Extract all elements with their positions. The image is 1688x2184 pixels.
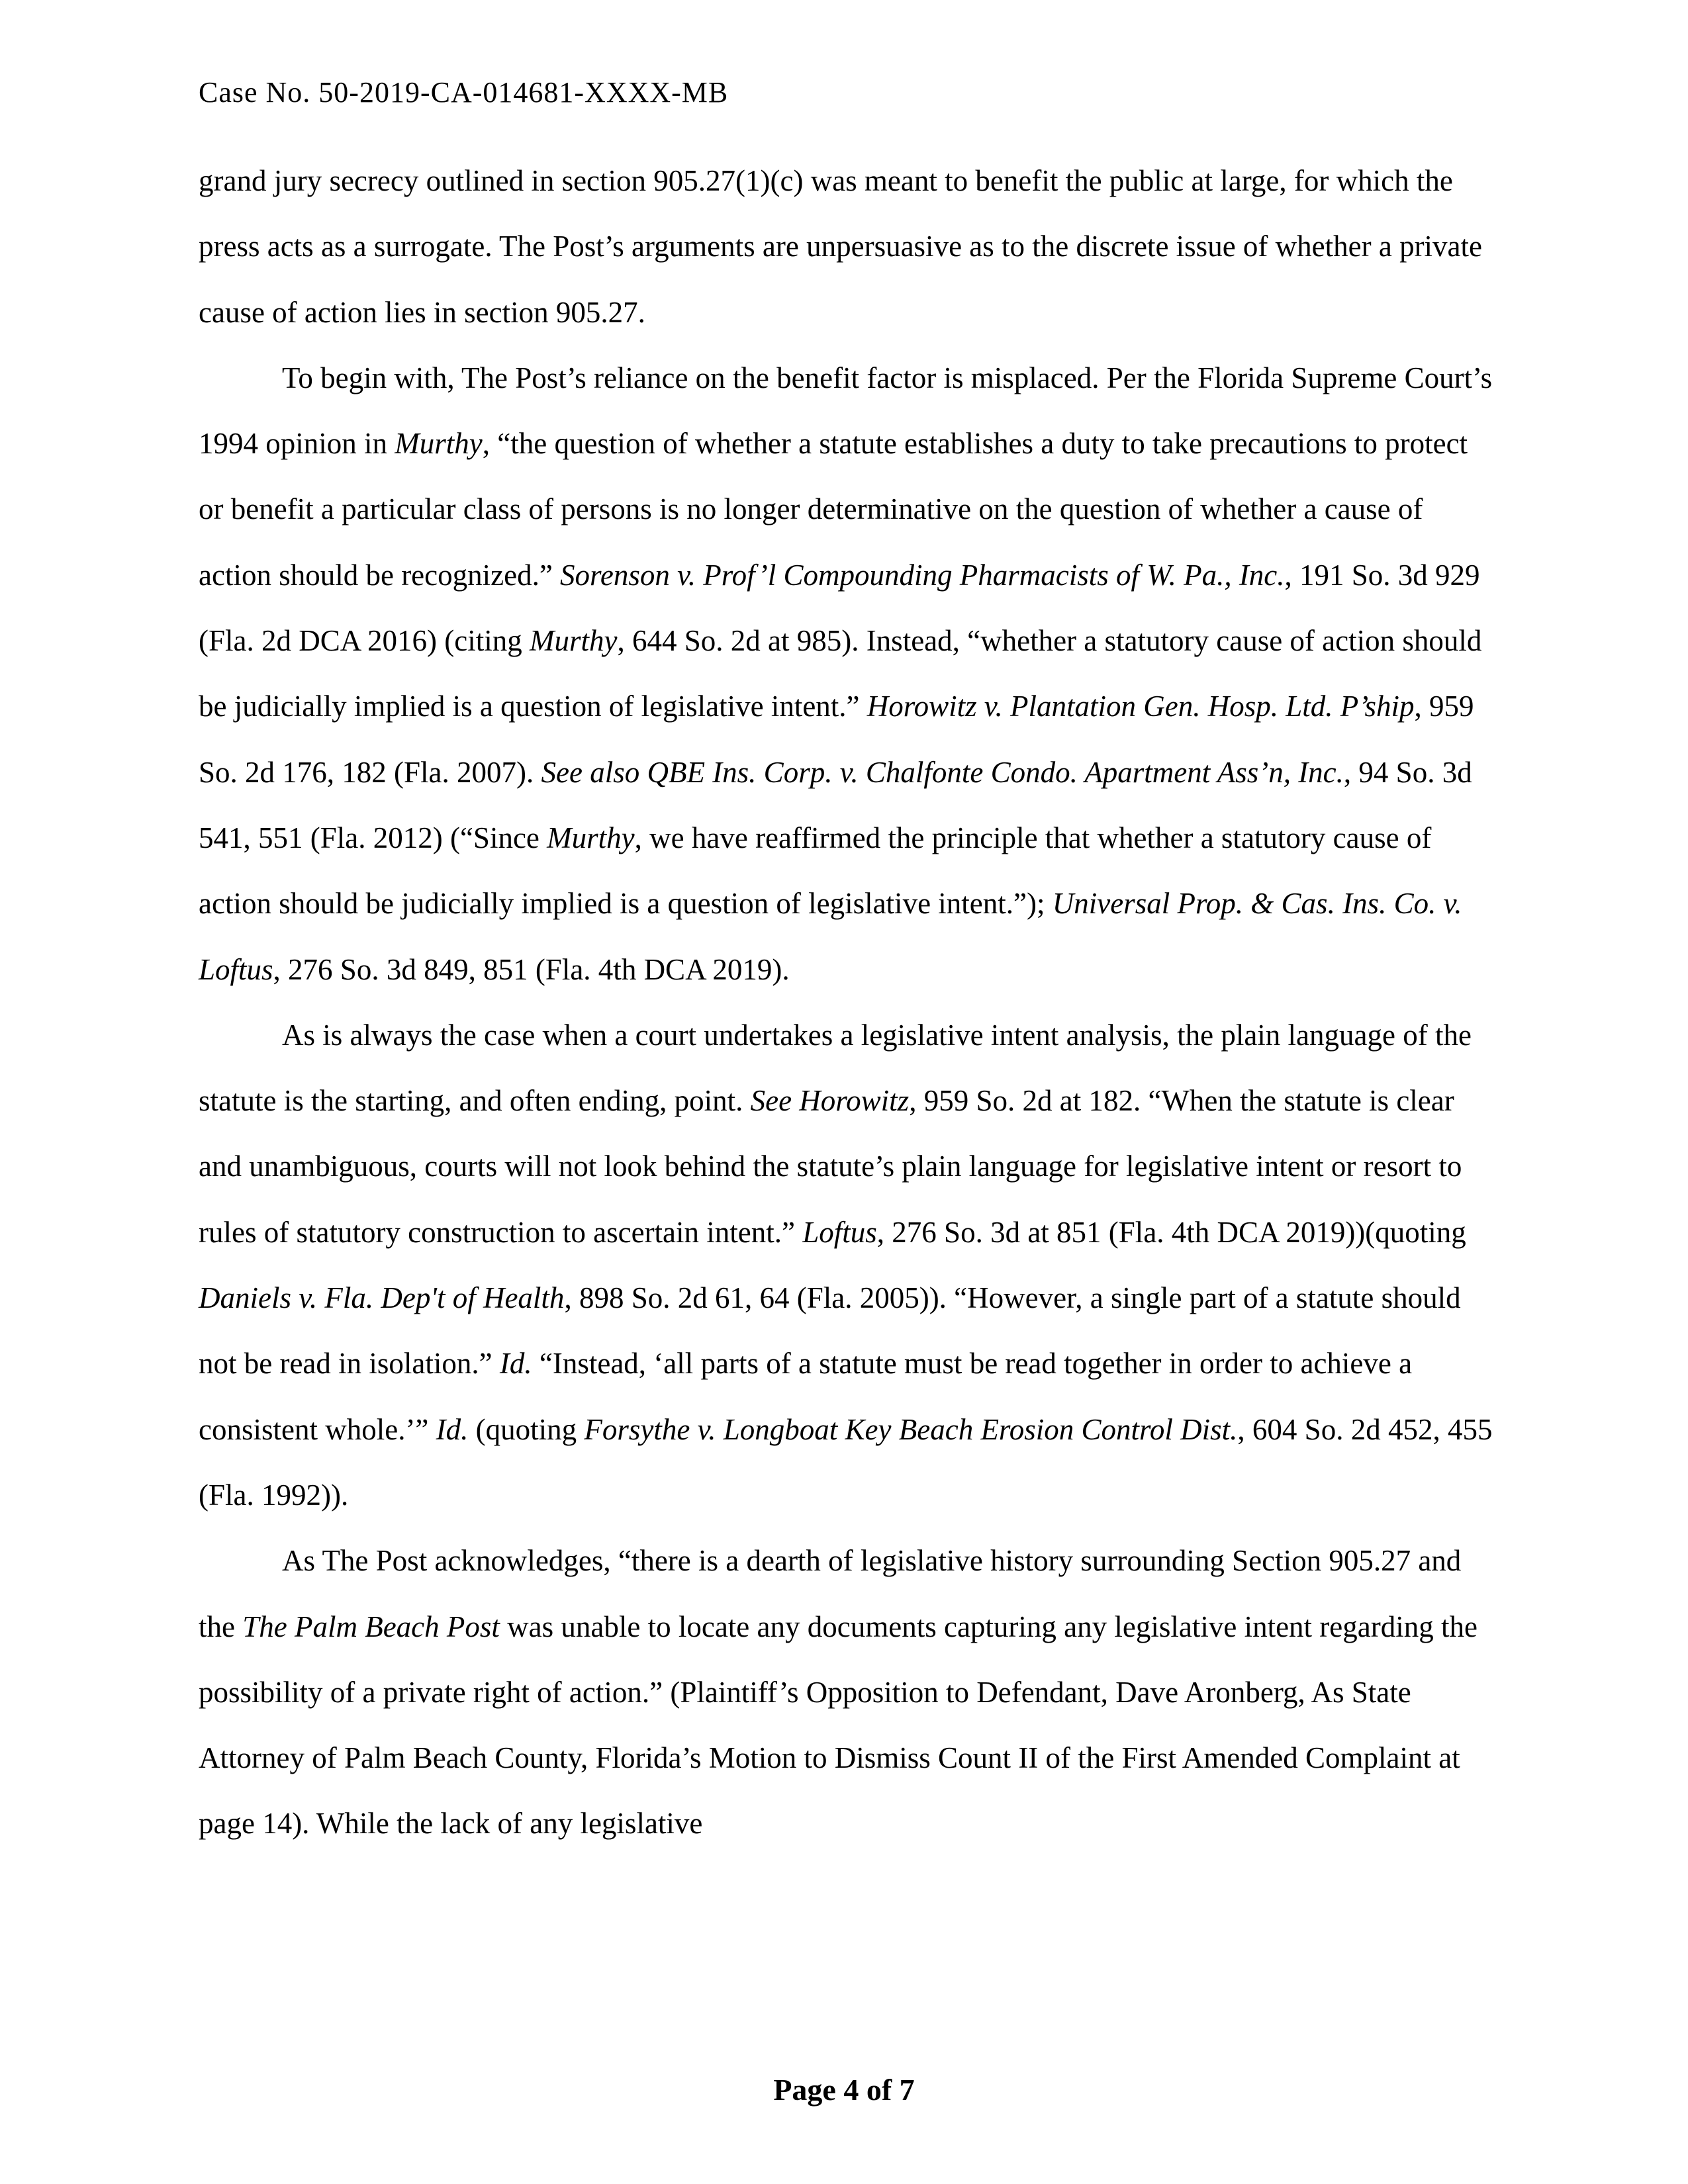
paragraph-text: To begin with, The Post’s reliance on the benefit factor is misplaced. Per the Florida Supreme Court’s 1994 opinion in [199,361,1493,461]
citation-italic: The Palm Beach Post [242,1610,500,1643]
paragraph [199,1528,1496,1856]
citation-italic: Forsythe v. Longboat Key Beach Erosion Control Dist. [584,1412,1238,1446]
citation-italic: See also QBE Ins. Corp. v. Chalfonte Condo. Apartment Ass’n, Inc. [541,755,1344,789]
paragraph-text: , 276 So. 3d 849, 851 (Fla. 4th DCA 2019). [273,952,790,986]
citation-italic: Id. [499,1347,532,1381]
paragraph-text: , 644 So. 2d at 985). Instead, “whether a statutory cause of action should be judicially implied is a question of legislative intent.” [199,624,1482,723]
paragraph [199,1003,1496,1528]
paragraph-text: , 276 So. 3d at 851 (Fla. 4th DCA 2019))(quoting [876,1215,1466,1249]
citation-italic: Universal Prop. & Cas. Ins. Co. v. Loftus [199,887,1462,986]
paragraph-text: , “the question of whether a statute establishes a duty to take precautions to protect or benefit a particular class of persons is no longer determinative on the question of whether a cause of action should be recognized.” [199,427,1468,592]
paragraph-text: As The Post acknowledges, “there is a dearth of legislative history surrounding Section 905.27 and the [199,1544,1462,1643]
paragraph-text: “Instead, ‘all parts of a statute must be read together in order to achieve a consistent whole.’” [199,1347,1413,1446]
paragraph-text: , we have reaffirmed the principle that whether a statutory cause of action should be judicially implied is a question of legislative intent.”); [199,821,1432,921]
paragraph-text: , 959 So. 2d 176, 182 (Fla. 2007). [199,690,1474,789]
paragraph-text: As is always the case when a court undertakes a legislative intent analysis, the plain language of the statute is the starting, and often ending, point. [199,1018,1472,1118]
case-number-header: Case No. 50-2019-CA-014681-XXXX-MB [199,76,729,109]
citation-italic: Murthy [547,821,635,854]
paragraph-text: , 94 So. 3d 541, 551 (Fla. 2012) (“Since [199,755,1472,854]
citation-italic: Sorenson v. Prof’l Compounding Pharmacists of W. Pa., Inc. [560,558,1285,592]
paragraph-continuation [199,148,1496,345]
paragraph-text: , 959 So. 2d at 182. “When the statute is clear and unambiguous, courts will not look behind the statute’s plain language for legislative intent or resort to rules of statutory construction to ascertain intent.” [199,1084,1462,1249]
paragraph-text: , 604 So. 2d 452, 455 (Fla. 1992)). [199,1412,1493,1512]
citation-italic: Horowitz v. Plantation Gen. Hosp. Ltd. P’ship [867,690,1415,723]
document-body [199,148,1496,1857]
paragraph-text: was unable to locate any documents capturing any legislative intent regarding the possibility of a private right of action.” (Plaintiff’s Opposition to Defendant, Dave Aronberg, As State Attorney of Palm Beach County, Florida’s Motion to Dismiss Count II of the First Amended Complaint at page 14). While the lack of any legislative [199,1610,1477,1841]
citation-italic: Loftus [802,1215,877,1249]
citation-italic: Murthy [529,624,618,658]
citation-italic: Murthy [395,427,483,461]
page-number-footer: Page 4 of 7 [773,2073,915,2107]
paragraph-text: grand jury secrecy outlined in section 905.27(1)(c) was meant to benefit the public at large, for which the press acts as a surrogate. The Post’s arguments are unpersuasive as to the discrete issue of whether a private cause of action lies in section 905.27. [199,164,1482,329]
paragraph [199,345,1496,1003]
paragraph-text: , 898 So. 2d 61, 64 (Fla. 2005)). “However, a single part of a statute should not be read in isolation.” [199,1281,1461,1381]
paragraph-text: , 191 So. 3d 929 (Fla. 2d DCA 2016) (citing [199,558,1480,658]
citation-italic: See Horowitz [750,1084,910,1118]
paragraph-text: (quoting [468,1412,585,1446]
citation-italic: Daniels v. Fla. Dep't of Health [199,1281,565,1315]
citation-italic: Id. [436,1412,469,1446]
